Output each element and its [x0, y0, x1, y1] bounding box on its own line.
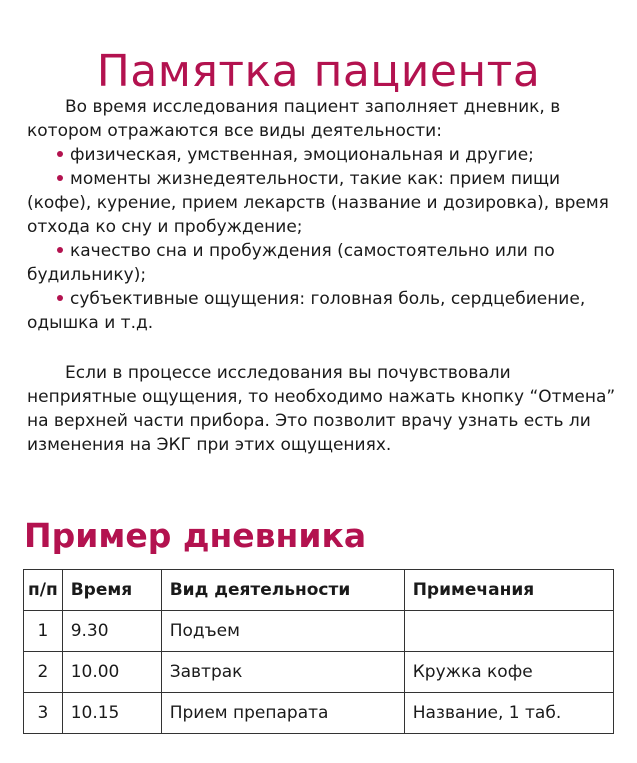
table-row	[24, 652, 614, 693]
intro-section	[27, 95, 623, 335]
cell-notes: Название, 1 таб.	[404, 693, 613, 734]
cell-notes: Кружка кофе	[404, 652, 613, 693]
example-heading: Пример дневника	[24, 516, 367, 556]
bullet-item	[27, 143, 623, 167]
cell-time: 10.15	[62, 693, 161, 734]
cell-activity: Прием препарата	[161, 693, 404, 734]
table-row	[24, 693, 614, 734]
bullet-dot-icon	[57, 175, 63, 181]
cell-time: 9.30	[62, 611, 161, 652]
cell-time: 10.00	[62, 652, 161, 693]
bullet-dot-icon	[57, 295, 63, 301]
notice-paragraph: Если в процессе исследования вы почувствовали неприятные ощущения, то необходимо нажать кнопку “Отмена” на верхней части прибора. Это позволит врачу узнать есть ли изменения на ЭКГ при этих ощущениях.	[27, 363, 616, 455]
column-header-number: п/п	[24, 570, 63, 611]
bullet-dot-icon	[57, 151, 63, 157]
bullet-text: физическая, умственная, эмоциональная и другие;	[70, 145, 534, 165]
cell-number: 2	[24, 652, 63, 693]
diary-example-table	[23, 569, 614, 734]
page-title: Памятка пациента	[96, 46, 541, 98]
table-header-row	[24, 570, 614, 611]
column-header-notes: Примечания	[404, 570, 613, 611]
cell-activity: Подъем	[161, 611, 404, 652]
column-header-activity: Вид деятельности	[161, 570, 404, 611]
bullet-item	[27, 167, 623, 239]
cell-number: 1	[24, 611, 63, 652]
bullet-item	[27, 239, 623, 287]
bullet-text: моменты жизнедеятельности, такие как: прием пищи (кофе), курение, прием лекарств (название и дозировка), время отхода ко сну и пробуждение;	[27, 169, 609, 237]
bullet-item	[27, 287, 623, 335]
column-header-time: Время	[62, 570, 161, 611]
table-row	[24, 611, 614, 652]
cell-activity: Завтрак	[161, 652, 404, 693]
bullet-text: субъективные ощущения: головная боль, сердцебиение, одышка и т.д.	[27, 289, 586, 333]
bullet-dot-icon	[57, 247, 63, 253]
intro-lead: Во время исследования пациент заполняет дневник, в котором отражаются все виды деятельности:	[27, 97, 561, 141]
cell-number: 3	[24, 693, 63, 734]
cell-notes	[404, 611, 613, 652]
bullet-text: качество сна и пробуждения (самостоятельно или по будильнику);	[27, 241, 555, 285]
notice-section	[27, 361, 623, 457]
